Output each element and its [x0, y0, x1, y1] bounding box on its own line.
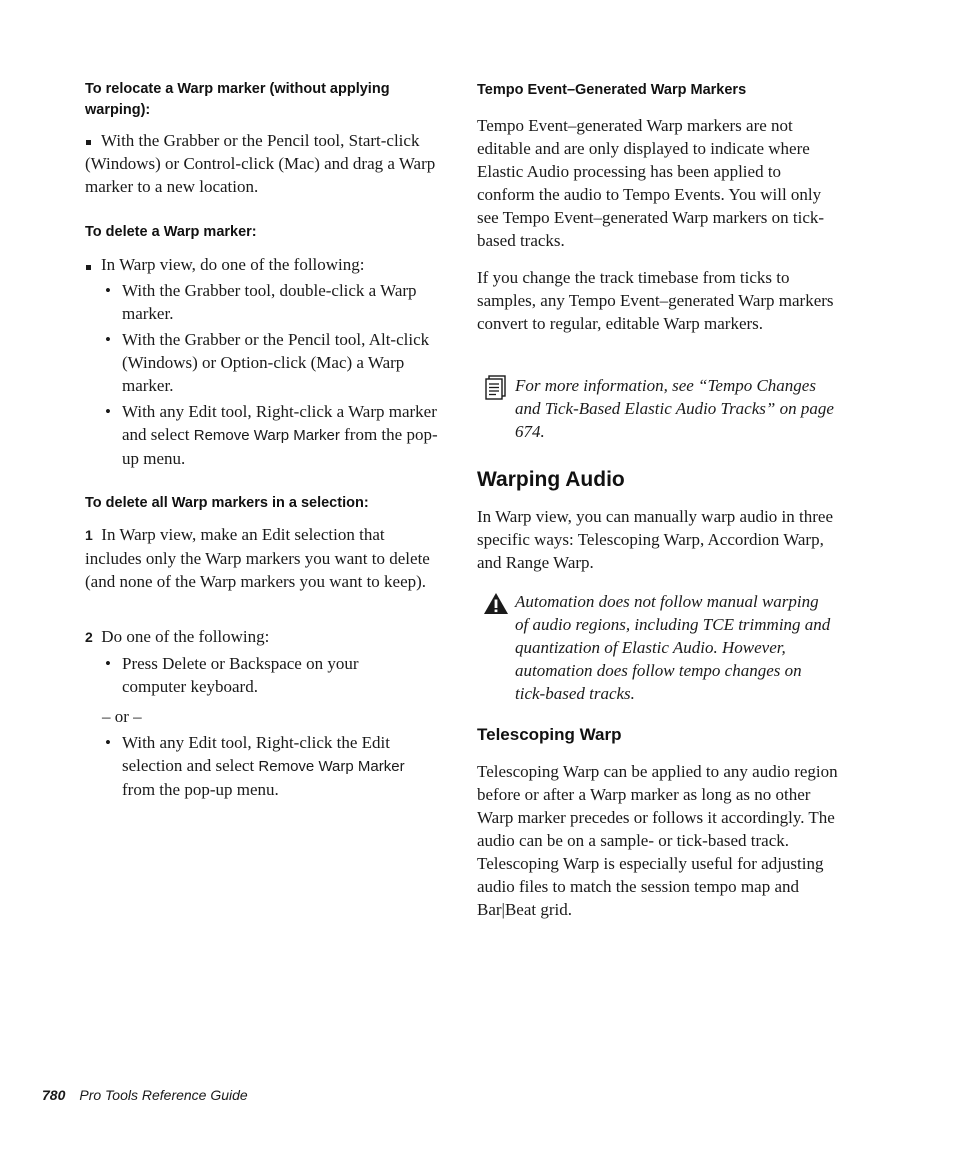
heading-tempo-event-warp-markers: Tempo Event–Generated Warp Markers	[477, 82, 747, 98]
step-number: 1	[85, 527, 93, 543]
bullet-dot: •	[105, 402, 111, 421]
timebase-paragraph: If you change the track timebase from ticks to samples, any Tempo Event–generated Warp markers convert to regular, editable Warp markers.	[477, 268, 834, 333]
heading-delete-all-warp-markers: To delete all Warp markers in a selection:	[85, 495, 369, 511]
relocate-instruction: With the Grabber or the Pencil tool, Start-click (Windows) or Control-click (Mac) and drag a Warp marker to a new location.	[85, 131, 436, 196]
option-right-click-selection: With any Edit tool, Right-click the Edit selection and select Remove Warp Marker from the pop-up menu.	[122, 733, 405, 799]
delete-instruction: In Warp view, do one of the following:	[101, 255, 365, 274]
or-separator: – or –	[102, 707, 142, 726]
bullet-dot: •	[105, 281, 111, 300]
step-1: 1 In Warp view, make an Edit selection that includes only the Warp markers you want to delete (and none of the Warp markers you want to keep).	[85, 525, 430, 591]
delete-option-right-click: With any Edit tool, Right-click a Warp marker and select Remove Warp Marker from the pop-up menu.	[122, 402, 438, 468]
menu-term-remove-warp-marker: Remove Warp Marker	[193, 427, 340, 444]
page-number: 780	[42, 1087, 66, 1103]
telescoping-warp-paragraph: Telescoping Warp can be applied to any audio region before or after a Warp marker as long as no other Warp marker precedes or follows it accordingly. The audio can be on a sample- or tick-based track. Telescoping Warp is especially useful for adjusting audio files to match the session tempo map and Bar|Beat grid.	[477, 762, 838, 919]
menu-term-remove-warp-marker: Remove Warp Marker	[258, 758, 405, 775]
bullet-dot: •	[105, 330, 111, 349]
warning-automation: Automation does not follow manual warping of audio regions, including TCE trimming and quantization of Elastic Audio. However, automation does follow tempo changes on tick-based tracks.	[515, 592, 831, 703]
warping-audio-paragraph: In Warp view, you can manually warp audio in three specific ways: Telescoping Warp, Accordion Warp, and Range Warp.	[477, 507, 833, 572]
delete-option-alt-click: With the Grabber or the Pencil tool, Alt-click (Windows) or Option-click (Mac) a Warp marker.	[122, 330, 430, 395]
delete-option-double-click: With the Grabber tool, double-click a Warp marker.	[122, 281, 417, 323]
heading-delete-warp-marker: To delete a Warp marker:	[85, 224, 257, 240]
bullet-dot: •	[105, 733, 111, 752]
tempo-event-paragraph: Tempo Event–generated Warp markers are not editable and are only displayed to indicate where Elastic Audio processing has been applied to conform the audio to Tempo Events. You will only see Tempo Event–generated Warp markers on tick-based tracks.	[477, 116, 825, 250]
heading-relocate-warp-marker: To relocate a Warp marker (without applying warping):	[85, 81, 390, 118]
guide-title: Pro Tools Reference Guide	[79, 1087, 248, 1103]
warning-triangle-icon	[483, 592, 509, 616]
heading-telescoping-warp: Telescoping Warp	[477, 725, 622, 744]
step-number: 2	[85, 629, 93, 645]
square-bullet	[86, 265, 91, 270]
step-2: 2 Do one of the following:	[85, 627, 270, 646]
heading-warping-audio: Warping Audio	[477, 468, 625, 491]
note-tempo-changes-reference: For more information, see “Tempo Changes and Tick-Based Elastic Audio Tracks” on page 674.	[515, 376, 834, 441]
page-footer	[42, 1085, 248, 1105]
bullet-dot: •	[105, 654, 111, 673]
option-press-delete: Press Delete or Backspace on your computer keyboard.	[122, 654, 359, 696]
document-note-icon	[485, 375, 507, 401]
